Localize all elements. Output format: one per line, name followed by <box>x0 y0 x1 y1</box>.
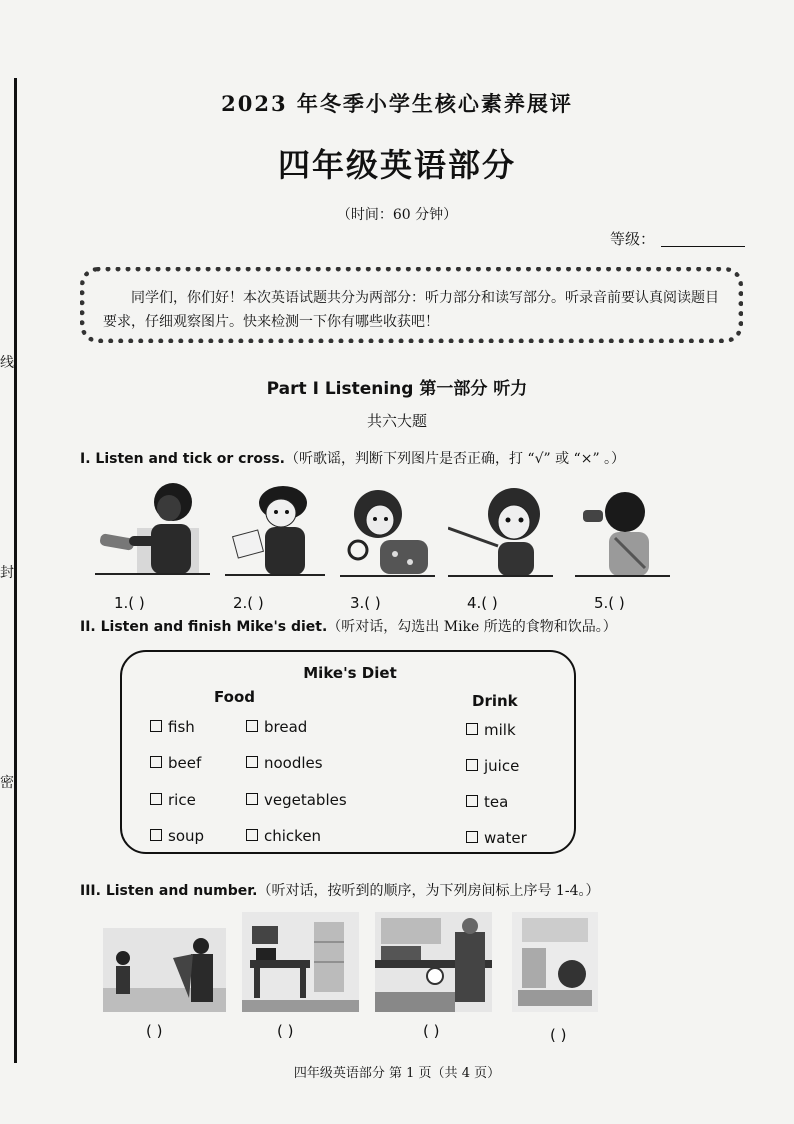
checkbox[interactable] <box>466 759 478 771</box>
option-label: juice <box>484 757 520 775</box>
food-option-bread[interactable] <box>246 718 307 736</box>
exam-subject: 四年级英语部分 <box>277 146 516 184</box>
binding-char-feng: 封 <box>0 565 14 581</box>
boy-with-scroll-image <box>95 480 210 580</box>
checkbox[interactable] <box>246 756 258 768</box>
q1-title-cn: （听歌谣，判断下列图片是否正确，打 “√” 或 “×” 。） <box>284 451 626 467</box>
room-image-2 <box>242 912 359 1012</box>
q1-title <box>80 448 625 468</box>
option-label: beef <box>168 754 202 772</box>
q1-answer-1[interactable]: 1.( ) <box>114 594 145 612</box>
drink-option-juice[interactable] <box>466 757 519 775</box>
checkbox[interactable] <box>150 756 162 768</box>
drink-option-water[interactable] <box>466 829 527 847</box>
q1-answer-2[interactable]: 2.( ) <box>233 594 264 612</box>
option-label: soup <box>168 827 205 845</box>
q3-title-cn: （听对话，按听到的顺序，为下列房间标上序号 1-4。） <box>257 883 600 899</box>
option-label: fish <box>168 718 195 736</box>
part-title-cn: 第一部分 听力 <box>419 379 528 399</box>
q3-title-en: III. Listen and number. <box>80 883 258 899</box>
food-option-chicken[interactable] <box>246 827 321 845</box>
exam-time: （时间：60 分钟） <box>336 207 458 223</box>
food-option-vegetables[interactable] <box>246 791 347 809</box>
checkbox[interactable] <box>466 795 478 807</box>
grade-blank[interactable] <box>661 246 745 247</box>
q3-answer-3[interactable]: ( ) <box>423 1022 440 1040</box>
q2-title <box>80 616 617 636</box>
girl-pointing-image <box>448 484 553 580</box>
option-label: tea <box>484 793 509 811</box>
checkbox[interactable] <box>150 829 162 841</box>
q1-title-en: I. Listen and tick or cross. <box>80 451 285 467</box>
checkbox[interactable] <box>466 831 478 843</box>
boy-reading-image <box>225 483 325 580</box>
checkbox[interactable] <box>246 793 258 805</box>
q3-answer-4[interactable]: ( ) <box>550 1026 567 1044</box>
checkbox[interactable] <box>150 793 162 805</box>
checkbox[interactable] <box>150 720 162 732</box>
q3-answer-2[interactable]: ( ) <box>277 1022 294 1040</box>
option-label: noodles <box>264 754 323 772</box>
option-label: rice <box>168 791 196 809</box>
q3-title <box>80 880 599 900</box>
notice-box <box>80 267 743 343</box>
checkbox[interactable] <box>246 829 258 841</box>
checkbox[interactable] <box>246 720 258 732</box>
diet-box <box>120 650 576 854</box>
food-header: Food <box>214 688 255 706</box>
page-footer: 四年级英语部分 第 1 页（共 4 页） <box>293 1066 501 1081</box>
checkbox[interactable] <box>466 723 478 735</box>
room-image-1 <box>103 928 226 1012</box>
q2-title-en: II. Listen and finish Mike's diet. <box>80 619 328 635</box>
boy-with-binoculars-image <box>575 488 670 580</box>
food-option-noodles[interactable] <box>246 754 323 772</box>
option-label: vegetables <box>264 791 347 809</box>
part-subtitle: 共六大题 <box>366 412 427 430</box>
drink-option-milk[interactable] <box>466 721 516 739</box>
binding-char-mi: 密 <box>0 775 14 791</box>
notice-text: 同学们，你们好！本次英语试题共分为两部分：听力部分和读写部分。听录音前要认真阅读题目要求，仔细观察图片。快来检测一下你有哪些收获吧！ <box>103 290 719 330</box>
q1-answer-4[interactable]: 4.( ) <box>467 594 498 612</box>
drink-header: Drink <box>472 692 518 710</box>
drink-option-tea[interactable] <box>466 793 508 811</box>
girl-with-magnifier-image <box>340 484 435 580</box>
binding-char-xian: 线 <box>0 355 14 371</box>
food-option-beef[interactable] <box>150 754 201 772</box>
room-image-4 <box>512 912 598 1012</box>
q2-title-cn: （听对话，勾选出 Mike 所选的食物和饮品。） <box>327 619 617 635</box>
room-image-3 <box>375 912 492 1012</box>
exam-title: 2023 年冬季小学生核心素养展评 <box>221 91 573 116</box>
food-option-rice[interactable] <box>150 791 196 809</box>
option-label: chicken <box>264 827 322 845</box>
food-option-soup[interactable] <box>150 827 204 845</box>
q1-answer-5[interactable]: 5.( ) <box>594 594 625 612</box>
food-option-fish[interactable] <box>150 718 195 736</box>
diet-title: Mike's Diet <box>303 664 397 682</box>
option-label: water <box>484 829 527 847</box>
grade-label: 等级： <box>610 230 656 248</box>
option-label: milk <box>484 721 516 739</box>
q3-answer-1[interactable]: ( ) <box>146 1022 163 1040</box>
option-label: bread <box>264 718 308 736</box>
binding-line <box>14 78 17 1063</box>
grade-field[interactable] <box>610 228 745 249</box>
part-title <box>0 374 794 399</box>
part-title-en: Part I Listening <box>266 379 414 399</box>
q1-answer-3[interactable]: 3.( ) <box>350 594 381 612</box>
